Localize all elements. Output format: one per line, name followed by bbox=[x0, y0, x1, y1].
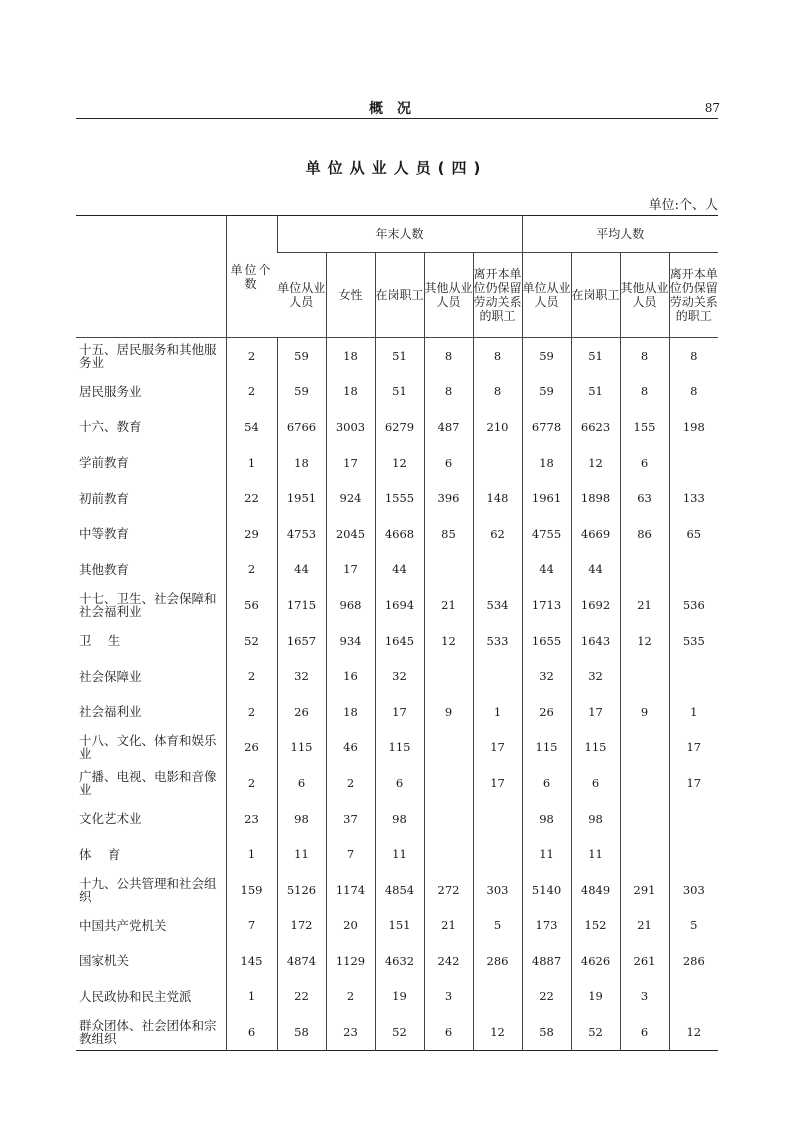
avg-on-post-header: 在岗职工 bbox=[571, 253, 620, 338]
table-cell: 21 bbox=[424, 908, 473, 944]
table-cell: 210 bbox=[473, 409, 522, 445]
table-cell: 6 bbox=[277, 765, 326, 801]
table-cell: 6 bbox=[375, 765, 424, 801]
table-cell: 291 bbox=[620, 872, 669, 908]
table-cell: 534 bbox=[473, 587, 522, 623]
table-cell: 5 bbox=[669, 908, 718, 944]
table-cell: 1 bbox=[669, 694, 718, 730]
table-cell: 19 bbox=[375, 979, 424, 1015]
table-row bbox=[76, 516, 718, 552]
table-cell bbox=[620, 730, 669, 766]
table-cell: 17 bbox=[571, 694, 620, 730]
table-cell: 44 bbox=[277, 552, 326, 588]
table-cell: 51 bbox=[571, 374, 620, 410]
other-employed-header: 其他从业人员 bbox=[424, 253, 473, 338]
table-cell: 16 bbox=[326, 658, 375, 694]
table-cell: 37 bbox=[326, 801, 375, 837]
table-cell: 8 bbox=[473, 374, 522, 410]
table-row bbox=[76, 730, 718, 766]
table-cell: 924 bbox=[326, 480, 375, 516]
table-cell: 2 bbox=[326, 979, 375, 1015]
row-label bbox=[76, 765, 226, 801]
table-cell: 98 bbox=[571, 801, 620, 837]
table-cell: 533 bbox=[473, 623, 522, 659]
table-cell: 6 bbox=[620, 1014, 669, 1050]
table-cell: 46 bbox=[326, 730, 375, 766]
table-cell: 18 bbox=[522, 445, 571, 481]
table-cell: 152 bbox=[571, 908, 620, 944]
average-group-header: 平均人数 bbox=[522, 216, 718, 253]
row-label bbox=[76, 409, 226, 445]
table-cell: 59 bbox=[522, 338, 571, 374]
table-cell: 52 bbox=[375, 1014, 424, 1050]
table-cell: 17 bbox=[326, 445, 375, 481]
table-cell: 1694 bbox=[375, 587, 424, 623]
table-row bbox=[76, 979, 718, 1015]
table-cell: 63 bbox=[620, 480, 669, 516]
table-cell: 8 bbox=[620, 338, 669, 374]
table-cell: 148 bbox=[473, 480, 522, 516]
table-cell: 8 bbox=[669, 338, 718, 374]
table-cell: 5140 bbox=[522, 872, 571, 908]
table-cell bbox=[669, 836, 718, 872]
table-cell bbox=[669, 979, 718, 1015]
row-label bbox=[76, 658, 226, 694]
row-label-text: 初前教育 bbox=[79, 490, 130, 506]
table-cell bbox=[424, 801, 473, 837]
row-label bbox=[76, 730, 226, 766]
row-label-text: 学前教育 bbox=[79, 455, 130, 471]
table-cell: 4668 bbox=[375, 516, 424, 552]
table-row bbox=[76, 694, 718, 730]
table-cell: 12 bbox=[424, 623, 473, 659]
table-row bbox=[76, 765, 718, 801]
avg-employed-header: 单位从业人员 bbox=[522, 253, 571, 338]
table-cell: 4626 bbox=[571, 943, 620, 979]
table-cell: 32 bbox=[571, 658, 620, 694]
table-cell: 9 bbox=[620, 694, 669, 730]
table-cell bbox=[620, 836, 669, 872]
table-cell: 115 bbox=[522, 730, 571, 766]
row-label-text: 十六、教育 bbox=[79, 419, 142, 435]
row-label bbox=[76, 338, 226, 374]
table-cell: 145 bbox=[226, 943, 277, 979]
table-cell bbox=[669, 552, 718, 588]
table-cell: 3003 bbox=[326, 409, 375, 445]
table-cell: 51 bbox=[375, 374, 424, 410]
table-cell: 2 bbox=[226, 765, 277, 801]
female-header: 女性 bbox=[326, 253, 375, 338]
table-cell bbox=[669, 445, 718, 481]
table-row bbox=[76, 943, 718, 979]
table-cell: 2 bbox=[226, 552, 277, 588]
table-cell: 58 bbox=[522, 1014, 571, 1050]
row-label bbox=[76, 836, 226, 872]
table-cell: 286 bbox=[473, 943, 522, 979]
table-cell: 159 bbox=[226, 872, 277, 908]
table-cell: 4632 bbox=[375, 943, 424, 979]
table-cell: 9 bbox=[424, 694, 473, 730]
table-cell: 21 bbox=[620, 587, 669, 623]
table-cell: 1645 bbox=[375, 623, 424, 659]
row-label-text: 中等教育 bbox=[79, 526, 130, 542]
table-cell: 155 bbox=[620, 409, 669, 445]
table-cell: 8 bbox=[620, 374, 669, 410]
row-label-text: 社会保障业 bbox=[79, 668, 142, 684]
table-cell: 2 bbox=[226, 338, 277, 374]
table-cell: 1 bbox=[473, 694, 522, 730]
table-cell: 17 bbox=[473, 765, 522, 801]
row-label bbox=[76, 374, 226, 410]
table-cell: 12 bbox=[571, 445, 620, 481]
table-cell: 20 bbox=[326, 908, 375, 944]
table-cell: 2045 bbox=[326, 516, 375, 552]
row-label bbox=[76, 480, 226, 516]
table-cell: 26 bbox=[522, 694, 571, 730]
table-cell: 44 bbox=[571, 552, 620, 588]
table-cell: 115 bbox=[571, 730, 620, 766]
row-label bbox=[76, 908, 226, 944]
table-cell: 2 bbox=[226, 658, 277, 694]
table-cell: 5 bbox=[473, 908, 522, 944]
table-cell: 4669 bbox=[571, 516, 620, 552]
table-cell: 85 bbox=[424, 516, 473, 552]
table-cell: 23 bbox=[326, 1014, 375, 1050]
table-cell: 17 bbox=[473, 730, 522, 766]
table-cell: 17 bbox=[669, 765, 718, 801]
table-cell: 59 bbox=[522, 374, 571, 410]
table-cell bbox=[424, 658, 473, 694]
table-cell: 59 bbox=[277, 374, 326, 410]
table-row bbox=[76, 1014, 718, 1050]
table-cell: 4753 bbox=[277, 516, 326, 552]
table-cell bbox=[473, 836, 522, 872]
row-label-text: 居民服务业 bbox=[79, 383, 142, 399]
table-cell: 303 bbox=[473, 872, 522, 908]
row-label-text: 十七、卫生、社会保障和社会福利业 bbox=[79, 590, 217, 619]
table-cell: 2 bbox=[326, 765, 375, 801]
table-cell: 6 bbox=[226, 1014, 277, 1050]
table-cell: 32 bbox=[277, 658, 326, 694]
table-cell: 3 bbox=[424, 979, 473, 1015]
table-cell: 5126 bbox=[277, 872, 326, 908]
row-label bbox=[76, 801, 226, 837]
table-cell: 242 bbox=[424, 943, 473, 979]
table-cell: 1898 bbox=[571, 480, 620, 516]
table-cell: 11 bbox=[277, 836, 326, 872]
year-end-group-header: 年末人数 bbox=[277, 216, 522, 253]
table-cell bbox=[473, 445, 522, 481]
table-cell: 23 bbox=[226, 801, 277, 837]
table-cell: 6 bbox=[571, 765, 620, 801]
table-cell: 7 bbox=[226, 908, 277, 944]
table-cell: 4854 bbox=[375, 872, 424, 908]
row-label-text: 社会福利业 bbox=[79, 704, 142, 720]
table-cell bbox=[620, 658, 669, 694]
table-cell: 98 bbox=[277, 801, 326, 837]
table-cell: 115 bbox=[375, 730, 424, 766]
table-cell: 303 bbox=[669, 872, 718, 908]
table-cell: 59 bbox=[277, 338, 326, 374]
table-cell: 133 bbox=[669, 480, 718, 516]
table-cell: 7 bbox=[326, 836, 375, 872]
table-cell bbox=[424, 730, 473, 766]
table-row bbox=[76, 445, 718, 481]
table-cell: 11 bbox=[571, 836, 620, 872]
table-cell bbox=[473, 801, 522, 837]
row-label-text: 国家机关 bbox=[79, 953, 130, 969]
row-label-text: 中国共产党机关 bbox=[79, 917, 167, 933]
row-label-text: 体育 bbox=[79, 846, 137, 862]
table-cell: 1 bbox=[226, 445, 277, 481]
row-label bbox=[76, 587, 226, 623]
table-cell: 487 bbox=[424, 409, 473, 445]
table-cell: 1961 bbox=[522, 480, 571, 516]
row-label bbox=[76, 979, 226, 1015]
table-row bbox=[76, 623, 718, 659]
page-header-title: 概况 bbox=[369, 101, 425, 117]
table-cell: 18 bbox=[326, 694, 375, 730]
row-label-text: 卫生 bbox=[79, 633, 137, 649]
table-cell: 198 bbox=[669, 409, 718, 445]
table-cell: 1643 bbox=[571, 623, 620, 659]
table-cell: 22 bbox=[277, 979, 326, 1015]
table-cell: 17 bbox=[375, 694, 424, 730]
employed-header: 单位从业人员 bbox=[277, 253, 326, 338]
table-cell: 21 bbox=[424, 587, 473, 623]
table-row bbox=[76, 409, 718, 445]
table-cell bbox=[669, 801, 718, 837]
table-cell: 4874 bbox=[277, 943, 326, 979]
table-cell: 18 bbox=[326, 338, 375, 374]
table-cell: 44 bbox=[375, 552, 424, 588]
row-label bbox=[76, 943, 226, 979]
table-row bbox=[76, 338, 718, 374]
table-row bbox=[76, 836, 718, 872]
table-cell: 29 bbox=[226, 516, 277, 552]
row-label-header bbox=[76, 216, 226, 338]
table-cell: 26 bbox=[277, 694, 326, 730]
table-cell: 272 bbox=[424, 872, 473, 908]
table-row bbox=[76, 872, 718, 908]
table-cell bbox=[424, 552, 473, 588]
table-cell: 86 bbox=[620, 516, 669, 552]
table-row bbox=[76, 480, 718, 516]
table-cell: 54 bbox=[226, 409, 277, 445]
table-cell: 8 bbox=[424, 338, 473, 374]
table-row bbox=[76, 801, 718, 837]
table-cell: 12 bbox=[375, 445, 424, 481]
table-cell: 261 bbox=[620, 943, 669, 979]
table-cell bbox=[620, 552, 669, 588]
table-cell bbox=[620, 765, 669, 801]
table-cell: 396 bbox=[424, 480, 473, 516]
table-cell: 1692 bbox=[571, 587, 620, 623]
table-cell: 2 bbox=[226, 694, 277, 730]
retained-staff-header: 离开本单位仍保留劳动关系的职工 bbox=[473, 253, 522, 338]
table-cell: 6778 bbox=[522, 409, 571, 445]
row-label bbox=[76, 872, 226, 908]
table-cell: 536 bbox=[669, 587, 718, 623]
table-row bbox=[76, 587, 718, 623]
table-cell: 62 bbox=[473, 516, 522, 552]
table-cell: 3 bbox=[620, 979, 669, 1015]
table-cell: 19 bbox=[571, 979, 620, 1015]
table-cell: 17 bbox=[669, 730, 718, 766]
row-label-text: 群众团体、社会团体和宗教组织 bbox=[79, 1018, 217, 1047]
row-label bbox=[76, 694, 226, 730]
table-cell: 18 bbox=[277, 445, 326, 481]
avg-retained-staff-header: 离开本单位仍保留劳动关系的职工 bbox=[669, 253, 718, 338]
table-body bbox=[76, 338, 718, 1051]
table-cell: 6 bbox=[620, 445, 669, 481]
table-cell: 286 bbox=[669, 943, 718, 979]
table-cell: 1129 bbox=[326, 943, 375, 979]
table-cell: 12 bbox=[473, 1014, 522, 1050]
on-post-header: 在岗职工 bbox=[375, 253, 424, 338]
table-cell: 51 bbox=[571, 338, 620, 374]
table-cell: 535 bbox=[669, 623, 718, 659]
table-cell: 1713 bbox=[522, 587, 571, 623]
row-label-text: 人民政协和民主党派 bbox=[79, 988, 192, 1004]
table-row bbox=[76, 658, 718, 694]
row-label bbox=[76, 552, 226, 588]
table-cell: 172 bbox=[277, 908, 326, 944]
table-cell: 1 bbox=[226, 979, 277, 1015]
table-cell: 52 bbox=[226, 623, 277, 659]
row-label-text: 广播、电视、电影和音像业 bbox=[79, 768, 217, 797]
table-cell: 6623 bbox=[571, 409, 620, 445]
table-cell: 1 bbox=[226, 836, 277, 872]
table-cell: 11 bbox=[522, 836, 571, 872]
row-label bbox=[76, 623, 226, 659]
table-cell: 1715 bbox=[277, 587, 326, 623]
table-cell: 8 bbox=[424, 374, 473, 410]
table-cell: 65 bbox=[669, 516, 718, 552]
table-cell: 6 bbox=[424, 1014, 473, 1050]
table-cell: 151 bbox=[375, 908, 424, 944]
table-cell: 44 bbox=[522, 552, 571, 588]
table-cell: 4849 bbox=[571, 872, 620, 908]
table-cell: 58 bbox=[277, 1014, 326, 1050]
table-cell: 1174 bbox=[326, 872, 375, 908]
row-label-text: 十五、居民服务和其他服务业 bbox=[79, 341, 217, 370]
avg-other-employed-header: 其他从业人员 bbox=[620, 253, 669, 338]
table-cell: 98 bbox=[375, 801, 424, 837]
table-cell: 6 bbox=[424, 445, 473, 481]
row-label-text: 十八、文化、体育和娱乐业 bbox=[79, 733, 217, 762]
table-cell: 22 bbox=[522, 979, 571, 1015]
table-title: 单位从业人员(四) bbox=[305, 159, 488, 177]
page-number: 87 bbox=[704, 101, 720, 115]
table-cell: 56 bbox=[226, 587, 277, 623]
header-rule bbox=[76, 118, 718, 119]
row-label-text: 其他教育 bbox=[79, 561, 130, 577]
table-cell: 2 bbox=[226, 374, 277, 410]
table-cell: 52 bbox=[571, 1014, 620, 1050]
table-cell: 32 bbox=[375, 658, 424, 694]
unit-note: 单位:个、人 bbox=[648, 198, 718, 213]
table-cell: 12 bbox=[669, 1014, 718, 1050]
table-cell: 26 bbox=[226, 730, 277, 766]
table-cell: 22 bbox=[226, 480, 277, 516]
table-cell bbox=[620, 801, 669, 837]
row-label-text: 十九、公共管理和社会组织 bbox=[79, 875, 217, 904]
row-label bbox=[76, 516, 226, 552]
table-cell: 51 bbox=[375, 338, 424, 374]
table-cell bbox=[473, 658, 522, 694]
table-cell: 1951 bbox=[277, 480, 326, 516]
table-cell: 173 bbox=[522, 908, 571, 944]
table-cell bbox=[473, 979, 522, 1015]
table-cell: 4755 bbox=[522, 516, 571, 552]
table-cell: 1655 bbox=[522, 623, 571, 659]
row-label bbox=[76, 445, 226, 481]
unit-count-header: 单位个数 bbox=[226, 216, 277, 338]
table-head bbox=[76, 216, 718, 338]
table-cell: 21 bbox=[620, 908, 669, 944]
table-cell: 8 bbox=[669, 374, 718, 410]
table-cell bbox=[424, 836, 473, 872]
table-cell: 1657 bbox=[277, 623, 326, 659]
table-cell: 6 bbox=[522, 765, 571, 801]
table-row bbox=[76, 908, 718, 944]
table-cell: 17 bbox=[326, 552, 375, 588]
table-cell: 32 bbox=[522, 658, 571, 694]
table-cell: 11 bbox=[375, 836, 424, 872]
table-cell: 98 bbox=[522, 801, 571, 837]
table-cell: 1555 bbox=[375, 480, 424, 516]
table-cell: 934 bbox=[326, 623, 375, 659]
row-label bbox=[76, 1014, 226, 1050]
table-cell: 8 bbox=[473, 338, 522, 374]
table-row bbox=[76, 374, 718, 410]
row-label-text: 文化艺术业 bbox=[79, 811, 142, 827]
table-cell: 4887 bbox=[522, 943, 571, 979]
table-cell: 6279 bbox=[375, 409, 424, 445]
employment-table bbox=[76, 215, 718, 1051]
table-row bbox=[76, 552, 718, 588]
table-cell: 6766 bbox=[277, 409, 326, 445]
table-cell: 18 bbox=[326, 374, 375, 410]
table-cell bbox=[669, 658, 718, 694]
table-cell bbox=[473, 552, 522, 588]
table-cell: 115 bbox=[277, 730, 326, 766]
table-cell: 968 bbox=[326, 587, 375, 623]
table-cell bbox=[424, 765, 473, 801]
table-cell: 12 bbox=[620, 623, 669, 659]
